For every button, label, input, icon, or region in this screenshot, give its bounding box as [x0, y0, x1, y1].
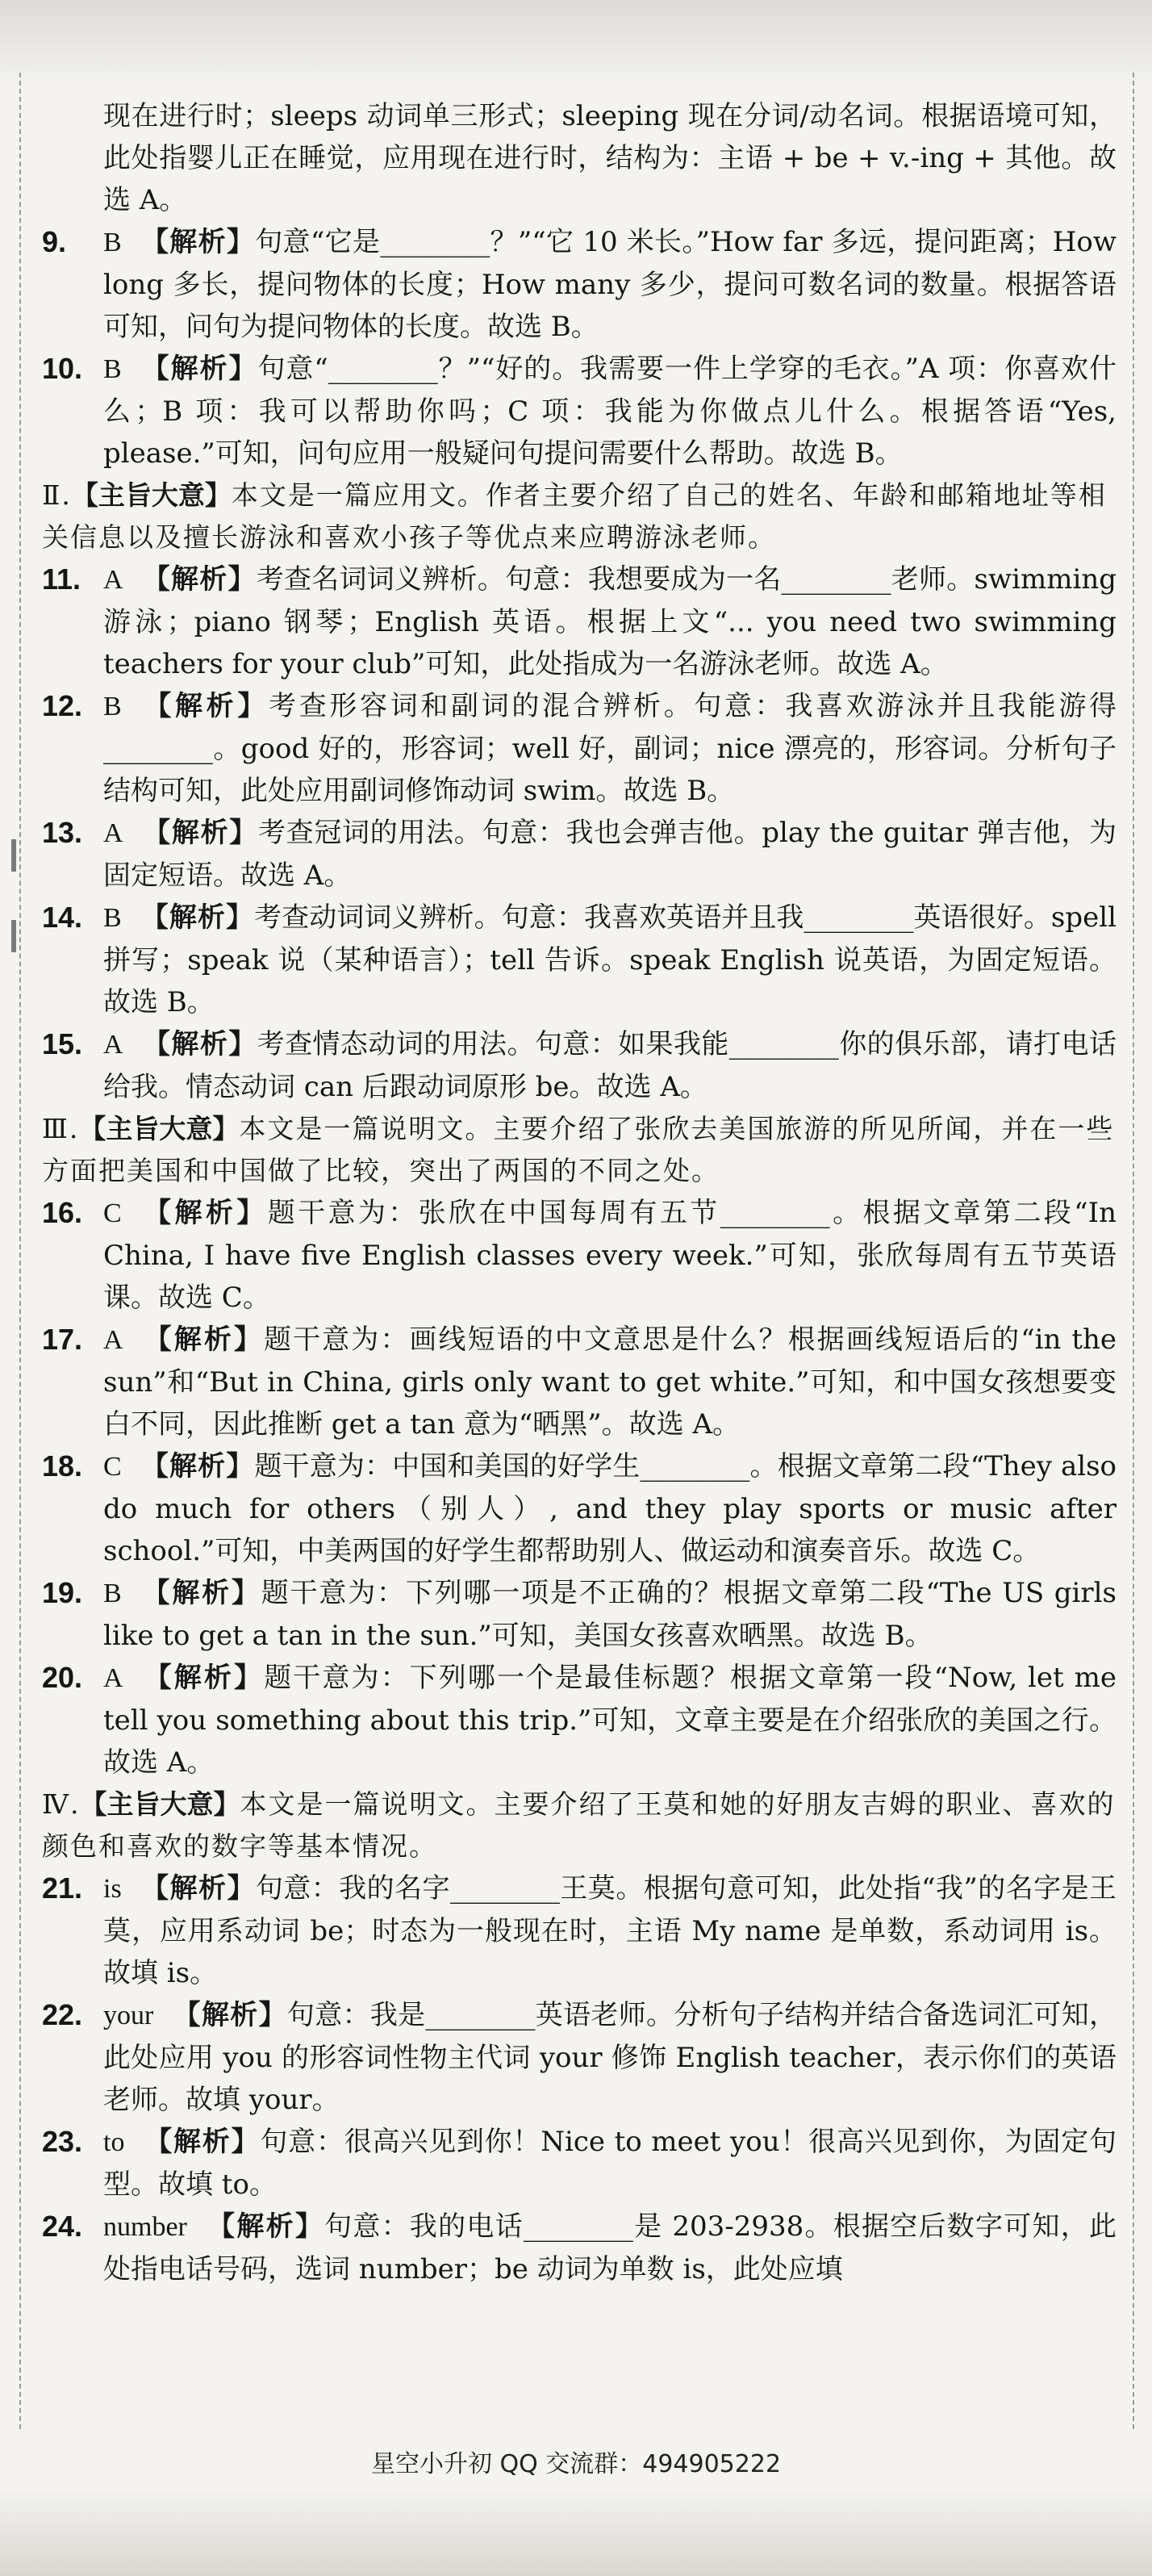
section-tag: 【解析】 — [142, 1662, 265, 1694]
explanation-text: 句意“它是________？”“它 10 米长。”How far 多远，提问距离；How long 多长，提问物体的长度；How many 多少，提问可数名词的数量。根据答语可知，问句为提问物体的长度。故选 B。 — [103, 226, 1117, 343]
section-tag: 【解析】 — [140, 901, 255, 934]
section-label: Ⅲ. — [42, 1113, 80, 1144]
section-tag: 【主旨大意】 — [80, 1788, 240, 1820]
section-tag: 【主旨大意】 — [71, 479, 232, 511]
explanation-text: 本文是一篇应用文。作者主要介绍了自己的姓名、年龄和邮箱地址等相关信息以及擅长游泳和喜欢小孩子等优点来应聘游泳老师。 — [42, 479, 1107, 553]
question-number: 9. — [42, 225, 67, 258]
section-tag: 【主旨大意】 — [79, 1113, 240, 1144]
question-number: 24. — [42, 2210, 83, 2243]
question-number: 21. — [42, 1871, 83, 1905]
item-19 — [42, 1572, 1117, 1657]
explanation-text: 考查形容词和副词的混合辨析。句意：我喜欢游泳并且我能游得________。good 好的，形容词；well 好，副词；nice 漂亮的，形容词。分析句子结构可知，此处应用副词修饰动词 swim。故选 B。 — [103, 690, 1117, 807]
question-number: 19. — [42, 1576, 83, 1609]
item-22 — [42, 1994, 1117, 2121]
question-number: 20. — [42, 1661, 83, 1694]
binding-mark — [11, 920, 16, 952]
intro-text: 现在进行时；sleeps 动词单三形式；sleeping 现在分词/动名词。根据语境可知，此处指婴儿正在睡觉，应用现在进行时，结构为：主语 + be + v.-ing + 其他。故选 A。 — [103, 100, 1117, 216]
answer-letter: your — [103, 2001, 154, 2030]
section-tag: 【解析】 — [140, 1450, 255, 1482]
binding-mark — [11, 839, 16, 872]
explanation-text: 题干意为：画线短语的中文意思是什么？根据画线短语后的“in the sun”和“But in China, girls only want to get white.”可知，和中国女孩想要变白不同，因此推断 get a tan 意为“晒黑”。故选 A。 — [103, 1324, 1117, 1441]
answer-explanations — [42, 95, 1117, 2290]
question-number: 14. — [42, 901, 83, 934]
answer-letter: A — [103, 1030, 123, 1060]
answer-letter: C — [103, 1198, 122, 1228]
question-number: 18. — [42, 1449, 83, 1482]
section-tag: 【解析】 — [140, 1872, 256, 1905]
item-13 — [42, 812, 1117, 897]
summary-section-4 — [42, 1784, 1117, 1867]
section-tag: 【解析】 — [142, 1028, 257, 1060]
left-margin-line — [19, 73, 21, 2429]
answer-letter: to — [103, 2127, 125, 2157]
explanation-text: 本文是一篇说明文。主要介绍了王莫和她的好朋友吉姆的职业、喜欢的颜色和喜欢的数字等基本情况。 — [42, 1788, 1116, 1862]
section-tag: 【解析】 — [140, 226, 256, 258]
explanation-text: 句意：我的名字________王莫。根据句意可知，此处指“我”的名字是王莫，应用系动词 be；时态为一般现在时，主语 My name 是单数，系动词用 is。故填 is。 — [103, 1872, 1117, 1989]
explanation-text: 题干意为：下列哪一项是不正确的？根据文章第二段“The US girls like to get a tan in the sun.”可知，美国女孩喜欢晒黑。故选 B。 — [103, 1577, 1117, 1652]
item-8-continued — [42, 95, 1117, 221]
item-16 — [42, 1192, 1117, 1319]
question-number: 16. — [42, 1196, 83, 1229]
question-number: 15. — [42, 1027, 83, 1060]
section-tag: 【解析】 — [142, 1324, 264, 1356]
question-number: 17. — [42, 1323, 83, 1356]
item-12 — [42, 685, 1117, 812]
section-tag: 【解析】 — [144, 2126, 261, 2158]
item-23 — [42, 2121, 1117, 2206]
question-number: 10. — [42, 352, 83, 385]
answer-letter: A — [103, 818, 123, 848]
section-tag: 【解析】 — [140, 353, 258, 385]
answer-letter: B — [103, 354, 122, 384]
item-10 — [42, 348, 1117, 475]
question-number: 11. — [42, 562, 81, 596]
item-17 — [42, 1319, 1117, 1445]
answer-letter: B — [103, 228, 122, 257]
explanation-text: 考查动词词义辨析。句意：我喜欢英语并且我________英语很好。spell 拼写；speak 说（某种语言）；tell 告诉。speak English 说英语，为固定短语。故选 B。 — [103, 901, 1117, 1018]
scan-bottom-edge — [0, 2494, 1152, 2576]
section-label: Ⅳ. — [42, 1788, 81, 1820]
item-21 — [42, 1867, 1117, 1994]
summary-section-3 — [42, 1108, 1117, 1192]
question-number: 13. — [42, 816, 83, 849]
question-number: 22. — [42, 1998, 83, 2031]
explanation-text: 句意：我的电话________是 203-2938。根据空后数字可知，此处指电话号码，选词 number；be 动词为单数 is，此处应填 — [103, 2210, 1117, 2285]
question-number: 12. — [42, 689, 83, 722]
right-margin-line — [1133, 73, 1134, 2429]
item-15 — [42, 1023, 1117, 1108]
question-number: 23. — [42, 2125, 83, 2158]
answer-letter: A — [103, 565, 123, 595]
answer-letter: A — [103, 1325, 123, 1355]
section-label: Ⅱ. — [42, 479, 72, 511]
explanation-text: 考查冠词的用法。句意：我也会弹吉他。play the guitar 弹吉他，为固定短语。故选 A。 — [103, 817, 1117, 892]
section-tag: 【解析】 — [142, 563, 257, 596]
answer-letter: B — [103, 1579, 122, 1608]
explanation-text: 本文是一篇说明文。主要介绍了张欣去美国旅游的所见所闻，并在一些方面把美国和中国做了比较，突出了两国的不同之处。 — [42, 1113, 1115, 1186]
item-11 — [42, 558, 1117, 685]
section-tag: 【解析】 — [140, 1577, 261, 1609]
section-tag: 【解析】 — [206, 2210, 325, 2243]
item-18 — [42, 1445, 1117, 1572]
explanation-text: 考查名词词义辨析。句意：我想要成为一名________老师。swimming 游泳；piano 钢琴；English 英语。根据上文“... you need two swimming teachers for your club”可知，此处指成为一名游泳老师。故选 A。 — [103, 563, 1117, 680]
explanation-text: 考查情态动词的用法。句意：如果我能________你的俱乐部，请打电话给我。情态动词 can 后跟动词原形 be。故选 A。 — [103, 1028, 1117, 1103]
item-14 — [42, 897, 1117, 1023]
explanation-text: 句意“________？”“好的。我需要一件上学穿的毛衣。”A 项：你喜欢什么；B 项：我可以帮助你吗；C 项：我能为你做点儿什么。根据答语“Yes, please.”可知，问句应用一般疑问句提问需要什么帮助。故选 B。 — [103, 353, 1117, 470]
explanation-text: 句意：很高兴见到你！Nice to meet you！很高兴见到你，为固定句型。故填 to。 — [103, 2126, 1117, 2201]
answer-letter: B — [103, 692, 122, 721]
answer-letter: is — [103, 1874, 122, 1904]
section-tag: 【解析】 — [173, 1999, 287, 2031]
answer-letter: number — [103, 2212, 187, 2242]
answer-letter: C — [103, 1452, 122, 1482]
item-9 — [42, 221, 1117, 348]
answer-letter: B — [103, 903, 122, 933]
explanation-text: 句意：我是________英语老师。分析句子结构并结合备选词汇可知，此处应用 you 的形容词性物主代词 your 修饰 English teacher，表示你们的英语老师。故填 your。 — [103, 1999, 1117, 2116]
explanation-text: 题干意为：中国和美国的好学生________。根据文章第二段“They also do much for others（别人）, and they play sports or music after school.”可知，中美两国的好学生都帮助别人、做运动和演奏音乐。故选 C。 — [103, 1450, 1117, 1567]
answer-letter: A — [103, 1663, 123, 1693]
item-24 — [42, 2206, 1117, 2290]
scan-top-edge — [0, 0, 1152, 81]
explanation-text: 题干意为：下列哪一个是最佳标题？根据文章第一段“Now, let me tell you something about this trip.”可知，文章主要是在介绍张欣的美国之行。故选 A。 — [103, 1662, 1117, 1779]
section-tag: 【解析】 — [140, 1197, 268, 1229]
section-tag: 【解析】 — [140, 690, 269, 722]
item-20 — [42, 1657, 1117, 1784]
section-tag: 【解析】 — [142, 817, 258, 849]
explanation-text: 题干意为：张欣在中国每周有五节________。根据文章第二段“In China, I have five English classes every week.”可知，张欣每周有五节英语课。故选 C。 — [103, 1197, 1117, 1314]
summary-section-2 — [42, 475, 1117, 558]
footer-note: 星空小升初 QQ 交流群：494905222 — [370, 2450, 782, 2478]
